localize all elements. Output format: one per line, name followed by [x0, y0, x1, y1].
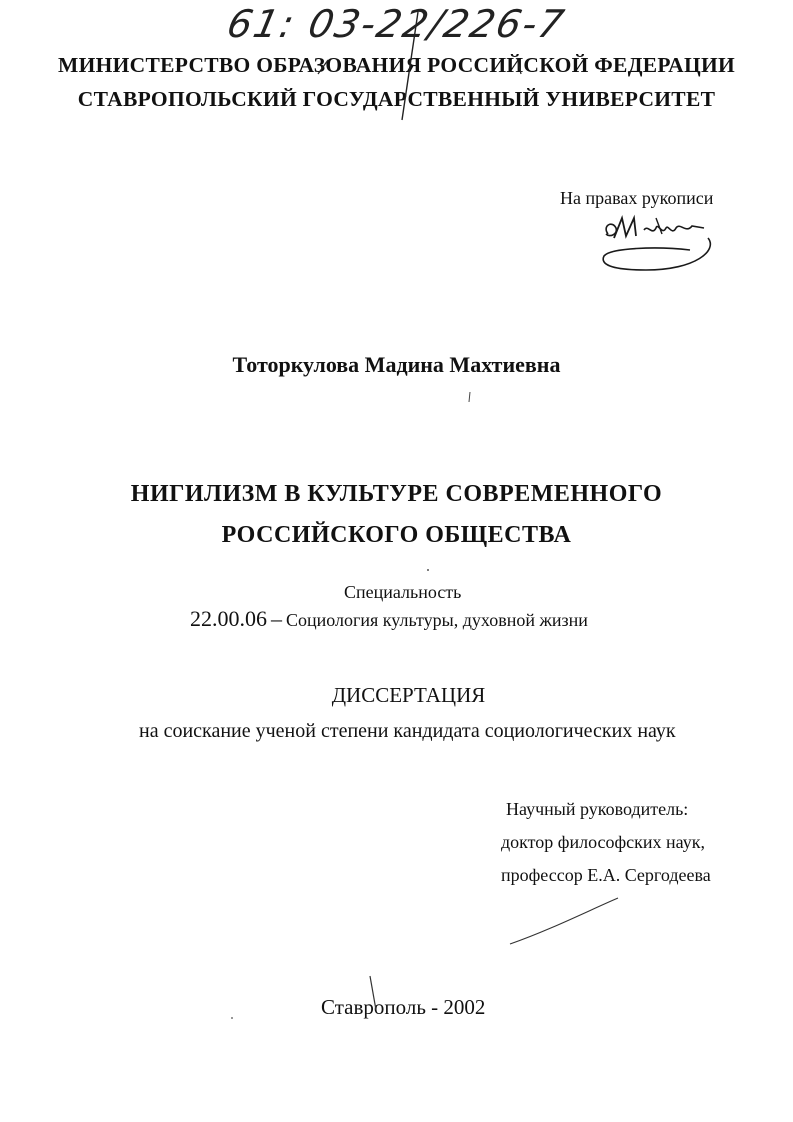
dissertation-title-line-2: РОССИЙСКОГО ОБЩЕСТВА [221, 522, 572, 548]
city-year: Ставрополь - 2002 [321, 995, 486, 1019]
degree-statement: на соискание ученой степени кандидата социологических наук [139, 720, 676, 742]
scan-dot [427, 569, 429, 571]
manuscript-rights-note: На правах рукописи [560, 188, 714, 208]
university-heading: СТАВРОПОЛЬСКИЙ ГОСУДАРСТВЕННЫЙ УНИВЕРСИТЕТ [77, 87, 716, 111]
specialty-dash: – [271, 606, 282, 631]
scan-dot [469, 392, 470, 402]
document-type: ДИССЕРТАЦИЯ [331, 683, 486, 707]
dissertation-title-line-1: НИГИЛИЗМ В КУЛЬТУРЕ СОВРЕМЕННОГО [130, 481, 663, 507]
specialty-label: Специальность [344, 582, 462, 602]
scan-dot [231, 1017, 233, 1019]
specialty-name: Социология культуры, духовной жизни [286, 610, 588, 630]
ministry-heading: МИНИСТЕРСТВО ОБРАЗОВАНИЯ РОССИЙСКОЙ ФЕДЕРАЦИИ [57, 53, 736, 77]
advisor-label: Научный руководитель: [506, 799, 689, 819]
author-signature [596, 212, 718, 282]
advisor-name: профессор Е.А. Сергодеева [501, 865, 711, 885]
handwritten-inventory-number: 61: 03-22/226-7 [223, 2, 570, 46]
author-name: Тоторкулова Мадина Махтиевна [232, 352, 561, 377]
specialty-code: 22.00.06 [190, 606, 267, 631]
specialty-line [190, 606, 588, 632]
advisor-degree: доктор философских наук, [501, 832, 705, 852]
pen-stroke [510, 898, 618, 944]
